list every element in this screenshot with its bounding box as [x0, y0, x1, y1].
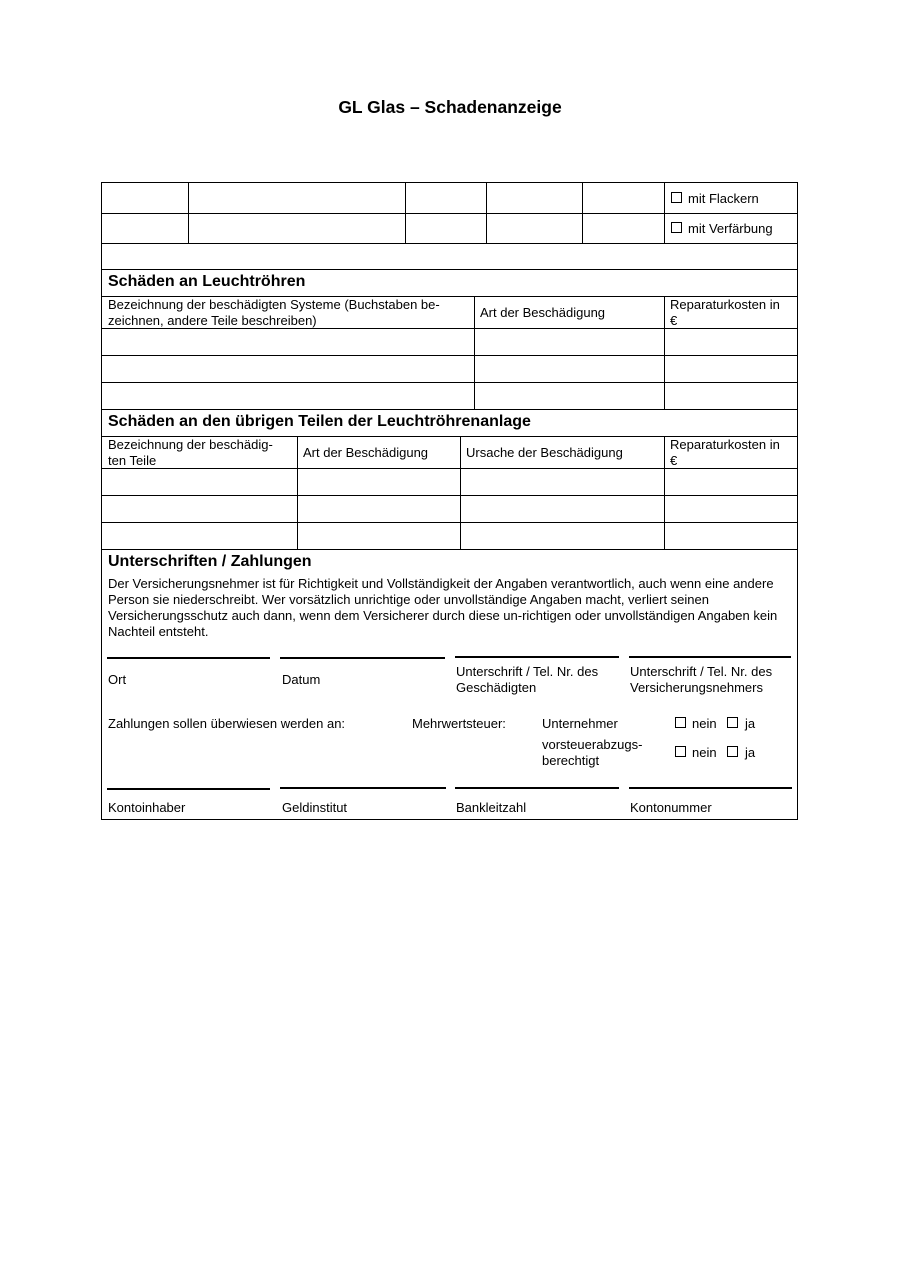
liability-paragraph: Der Versicherungsnehmer ist für Richtigkeit und Vollständigkeit der Angaben verantwortlich, auch wenn eine andere Person sie niederschreibt. Wer vorsätzlich unrichtige oder unvollständige Angaben macht, verliert seinen Versicherungsschutz auch dann, wenn dem Versicherer durch diese un-richtigen oder unvollständigen Angaben kein Nachteil entsteht.: [108, 576, 778, 639]
deduction-yes-checkbox[interactable]: [727, 746, 738, 757]
account-holder-label: Kontoinhaber: [108, 800, 186, 815]
injured-signature-line[interactable]: [455, 656, 619, 658]
flicker-label: mit Flackern: [688, 191, 759, 206]
account-number-line[interactable]: [629, 787, 792, 789]
discoloration-checkbox[interactable]: [671, 222, 682, 233]
policyholder-signature-label: Unterschrift / Tel. Nr. des Versicherungsnehmers: [630, 664, 773, 695]
row-divider: [102, 269, 797, 270]
section2-heading: Schäden an den übrigen Teilen der Leuchtröhrenanlage: [108, 413, 531, 430]
section2-col4-header: Reparaturkosten in €: [670, 437, 780, 468]
row-divider: [102, 243, 797, 244]
deduction-no-checkbox[interactable]: [675, 746, 686, 757]
entrepreneur-no-checkbox[interactable]: [675, 717, 686, 728]
date-signature-line[interactable]: [280, 657, 445, 659]
col-divider: [405, 183, 406, 243]
flicker-checkbox[interactable]: [671, 192, 682, 203]
col-divider: [664, 296, 665, 409]
entrepreneur-yes-label: ja: [745, 716, 756, 731]
row-divider: [102, 468, 797, 469]
row-divider: [102, 328, 797, 329]
deduction-yes-label: ja: [745, 745, 756, 760]
damage-report-form: [101, 182, 798, 820]
bank-code-label: Bankleitzahl: [456, 800, 527, 815]
bank-code-line[interactable]: [455, 787, 619, 789]
table-row: [102, 409, 797, 410]
bank-name-label: Geldinstitut: [282, 800, 348, 815]
place-label: Ort: [108, 672, 127, 687]
table-row: [102, 522, 797, 523]
col-divider: [297, 436, 298, 549]
policyholder-signature-line[interactable]: [629, 656, 791, 658]
section1-col1-header: Bezeichnung der beschädigten Systeme (Buchstaben be-zeichnen, andere Teile beschreiben): [108, 297, 440, 328]
col-divider: [474, 296, 475, 409]
table-row: [102, 355, 797, 356]
entrepreneur-label: Unternehmer: [542, 716, 618, 731]
col-divider: [582, 183, 583, 243]
page-title: GL Glas – Schadenanzeige: [338, 97, 562, 117]
section2-col2-header: Art der Beschädigung: [303, 445, 429, 460]
section1-heading: Schäden an Leuchtröhren: [108, 273, 306, 290]
section1-col2-header: Art der Beschädigung: [480, 305, 606, 320]
bank-name-line[interactable]: [280, 787, 446, 789]
deduction-no-label: nein: [692, 745, 717, 760]
account-holder-line[interactable]: [107, 788, 270, 790]
table-row: [102, 382, 797, 383]
vat-label: Mehrwertsteuer:: [412, 716, 506, 731]
discoloration-label: mit Verfärbung: [688, 221, 773, 236]
date-label: Datum: [282, 672, 321, 687]
deduction-label: vorsteuerabzugs-berechtigt: [542, 737, 643, 768]
table-row: [102, 495, 797, 496]
place-signature-line[interactable]: [107, 657, 270, 659]
col-divider: [664, 183, 665, 243]
col-divider: [460, 436, 461, 549]
section1-col3-header: Reparaturkosten in €: [670, 297, 780, 328]
col-divider: [188, 183, 189, 243]
col-divider: [664, 436, 665, 549]
account-number-label: Kontonummer: [630, 800, 712, 815]
injured-signature-label: Unterschrift / Tel. Nr. des Geschädigten: [456, 664, 599, 695]
table-row: [102, 549, 797, 550]
section2-col3-header: Ursache der Beschädigung: [466, 445, 623, 460]
row-divider: [102, 213, 797, 214]
col-divider: [486, 183, 487, 243]
section3-heading: Unterschriften / Zahlungen: [108, 553, 312, 570]
payments-label: Zahlungen sollen überwiesen werden an:: [108, 716, 346, 731]
section2-col1-header: Bezeichnung der beschädig-ten Teile: [108, 437, 273, 468]
entrepreneur-yes-checkbox[interactable]: [727, 717, 738, 728]
entrepreneur-no-label: nein: [692, 716, 717, 731]
